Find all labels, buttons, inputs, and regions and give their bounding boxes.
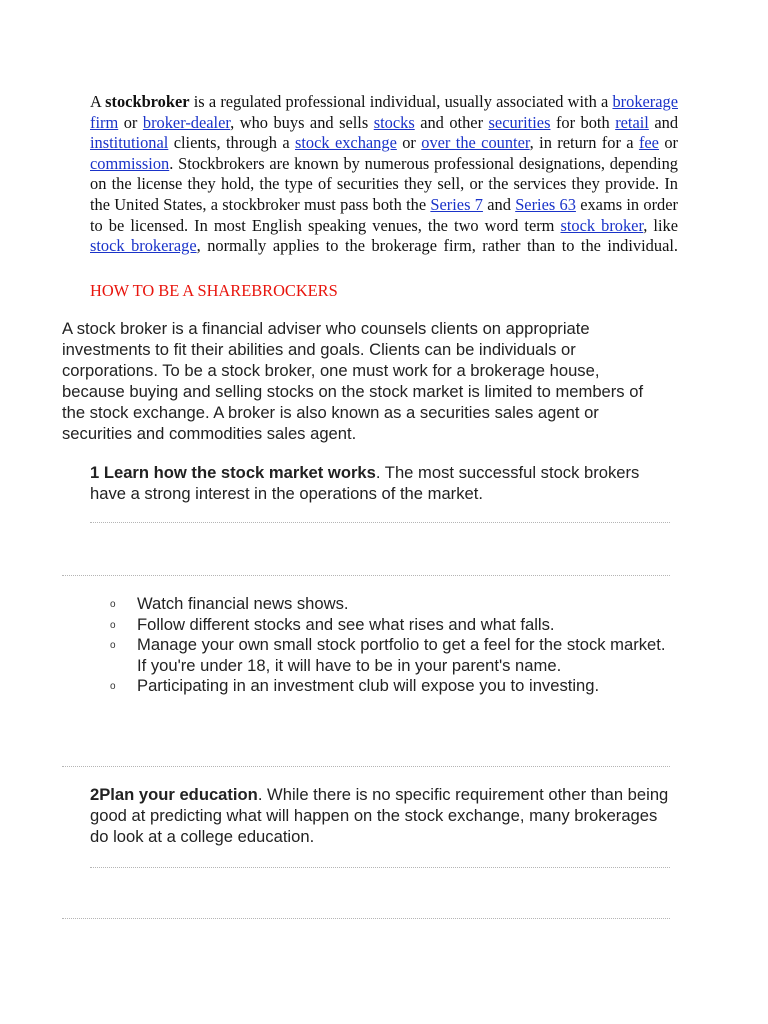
link-over-the-counter[interactable]: over the counter [421,133,530,153]
link-stock-broker[interactable]: stock broker [560,215,644,235]
link-stock-exchange[interactable]: stock exchange [294,133,397,153]
intro-text: or [118,112,143,132]
divider [62,575,670,576]
link-stock-brokerage[interactable]: stock brokerage [90,236,197,256]
bullet-icon: o [110,681,116,693]
step-1-text: . The most successful stock brokers have a strong interest in the operations of the market. [90,463,640,503]
divider [90,867,670,868]
link-institutional[interactable]: institutional [90,133,169,153]
intro-text: . Stockbrokers are known by numerous professional designations, depending on the license they hold, the type of securities they sell, or the services they provide. In the United States, a stockbroker must pass both the [90,153,678,214]
intro-text: clients, through a [168,133,295,153]
list-item [110,615,670,636]
list-item [110,635,670,676]
link-securities[interactable]: securities [488,112,551,132]
bullet-icon: o [110,640,116,652]
intro-text: and other [414,112,489,132]
intro-text: , normally applies to the brokerage firm, rather than to the individual. [196,236,678,256]
link-stocks[interactable]: stocks [373,112,415,132]
section-heading: HOW TO BE A SHAREBROCKERS [90,281,338,300]
divider [90,522,670,523]
link-broker-dealer[interactable]: broker-dealer [142,112,231,132]
intro-text: and [482,194,516,214]
list-item-text: Participating in an investment club will expose you to investing. [137,676,600,696]
intro-text: for both [550,112,616,132]
intro-paragraph [90,92,678,257]
link-series-63[interactable]: Series 63 [515,194,576,214]
intro-text: or [396,133,422,153]
link-commission[interactable]: commission [90,153,170,173]
intro-text: and [648,112,679,132]
step-2-text: . While there is no specific requirement other than being good at predicting what will happen on the stock exchange, many brokerages do look at a college education. [90,785,669,846]
link-retail[interactable]: retail [615,112,649,132]
tips-list [110,594,670,697]
definition-paragraph: A stock broker is a financial adviser who counsels clients on appropriate investments to fit their abilities and goals. Clients can be individuals or corporations. To be a stock broker, one must work for a brokerage house, because buying and selling stocks on the stock market is limited to members of the stock exchange. A broker is also known as a securities sales agent or securities and commodities sales agent. [62,319,644,443]
link-fee[interactable]: fee [638,133,659,153]
bullet-icon: o [110,619,116,631]
intro-text: , like [643,215,678,235]
bullet-icon: o [110,599,116,610]
intro-text: exams in order to be licensed. In most English speaking venues, the two word term [90,194,678,235]
intro-text: , who buys and sells [230,112,374,132]
list-item-text: Watch financial news shows. [137,594,349,613]
list-item-text: Follow different stocks and see what rises and what falls. [137,614,555,634]
divider [62,766,670,767]
step-1 [90,462,670,504]
intro-text: , in return for a [529,133,639,153]
divider [62,918,670,919]
intro-text: is a regulated professional individual, usually associated with a [189,92,613,111]
step-2 [90,784,670,847]
list-item [110,594,670,615]
intro-text: A [90,92,106,111]
list-item-text: Manage your own small stock portfolio to get a feel for the stock market. If you're under 18, it will have to be in your parent's name. [137,635,666,675]
list-item [110,676,670,697]
intro-text: or [658,133,678,153]
step-1-title: 1 Learn how the stock market works [90,463,376,482]
step-2-title: 2Plan your education [90,785,258,804]
link-series-7[interactable]: Series 7 [430,194,483,214]
link-brokerage-firm[interactable]: brokerage firm [90,92,678,132]
term-stockbroker: stockbroker [105,92,190,111]
